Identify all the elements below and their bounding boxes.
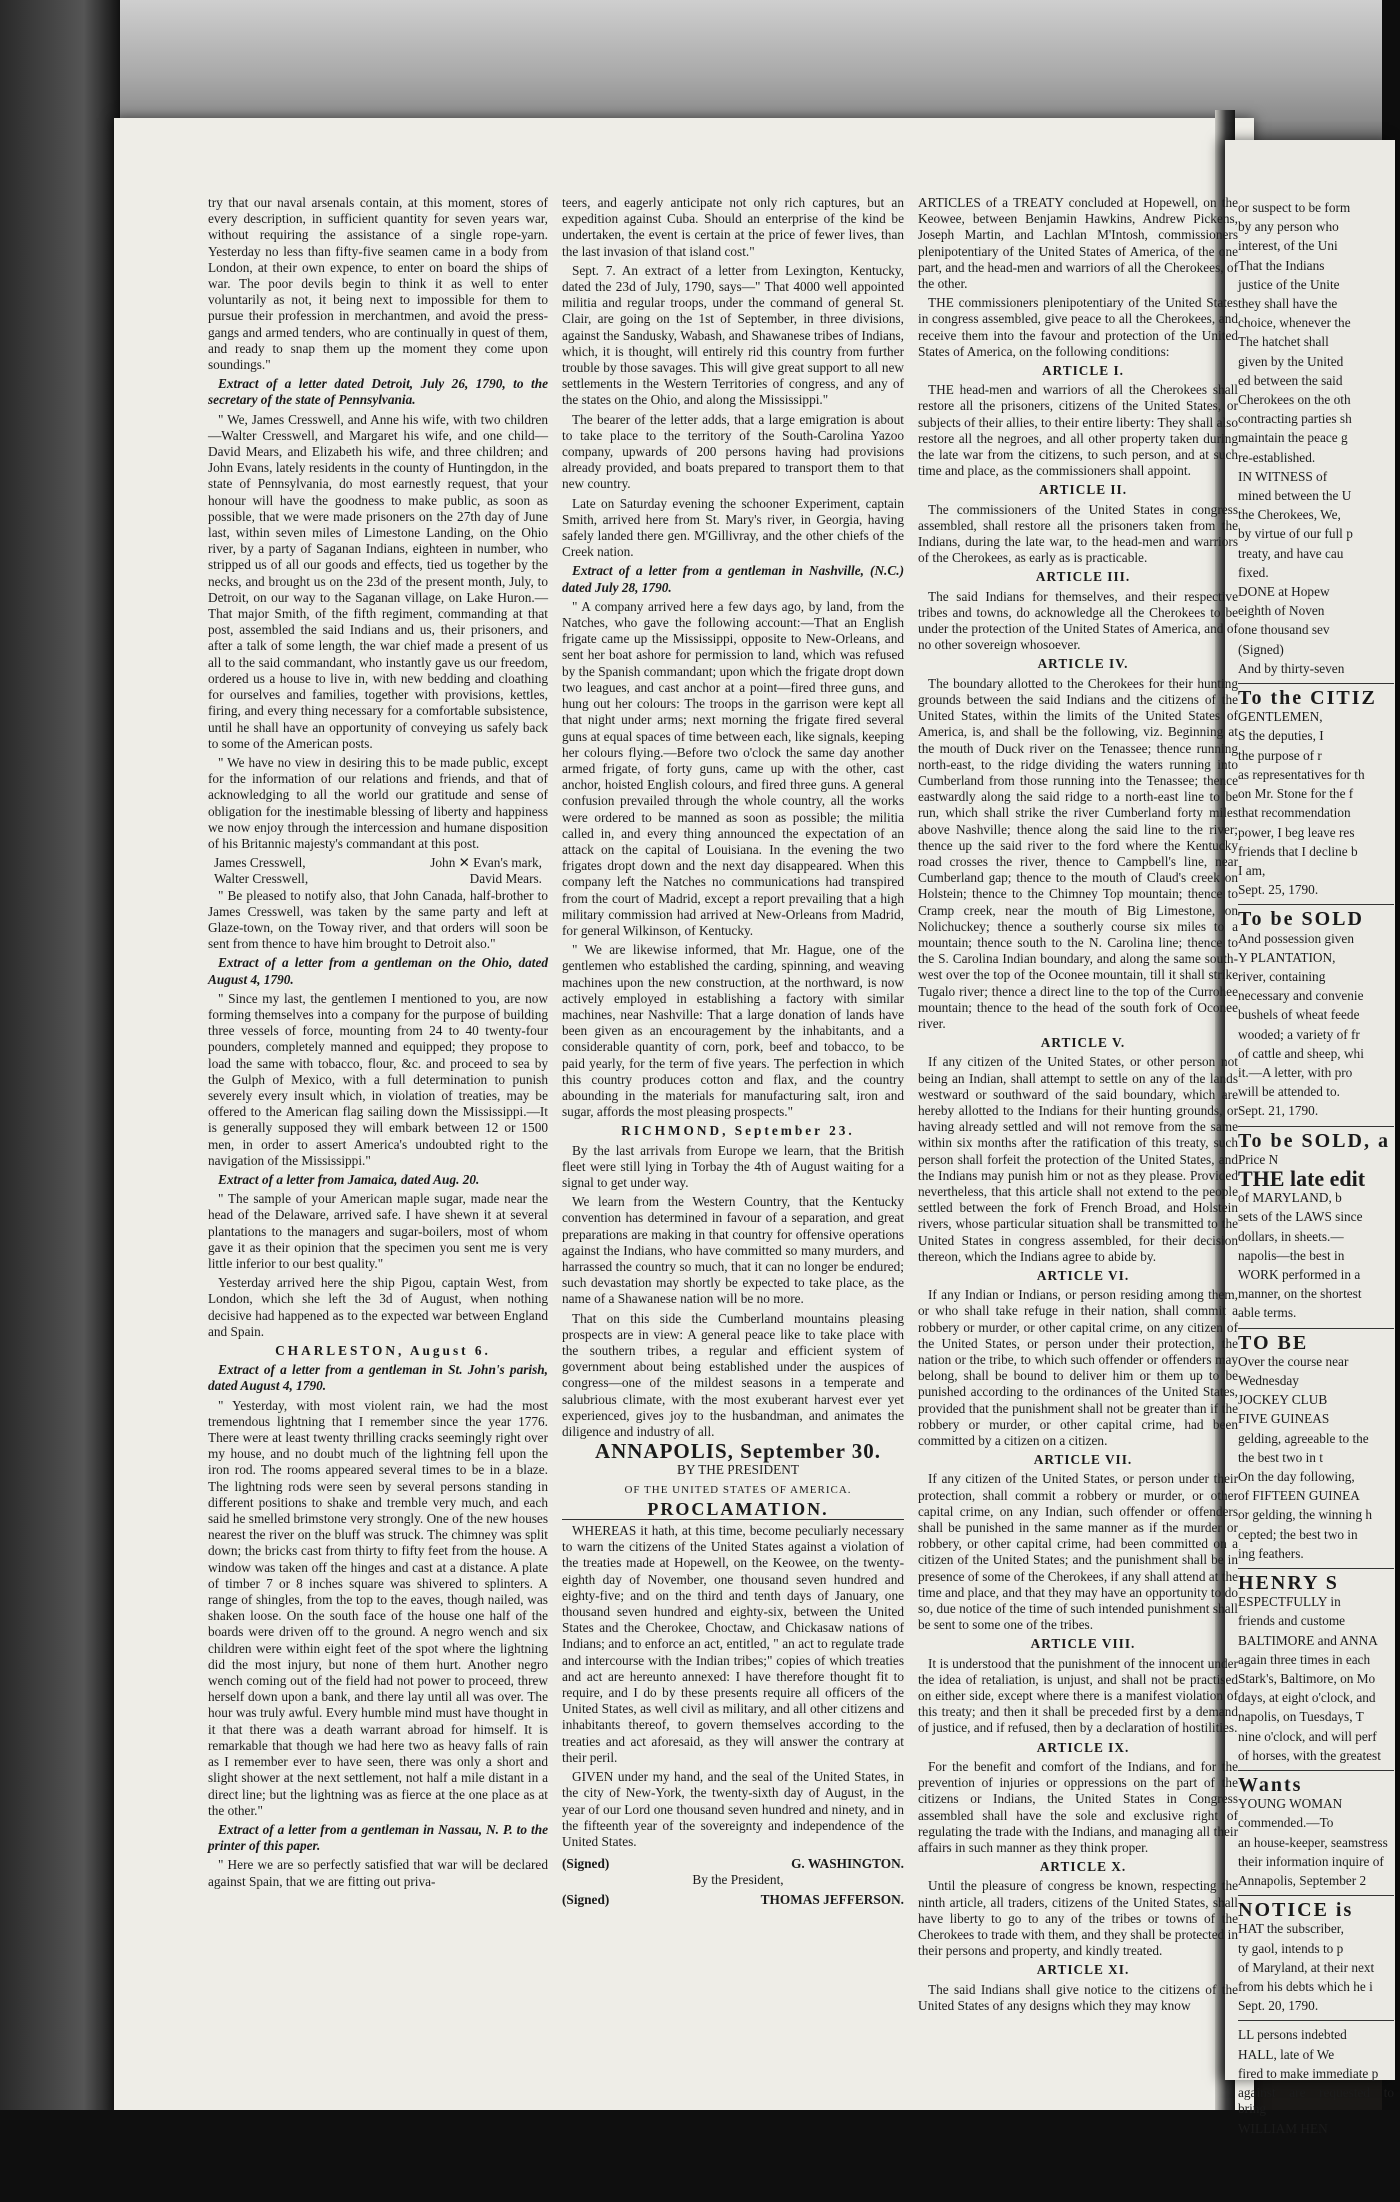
scan-bottom-border bbox=[0, 2110, 1400, 2202]
text-line: Wednesday bbox=[1238, 1372, 1299, 1388]
paragraph: We learn from the Western Country, that the Kentucky convention has determined in favour of a separation, and great preparations are making in that country for offensive operations against the Indians, who have committed so many murders, and harrassed the country so much, that it can no longer be endured; such devastation may shortly be expected to take place, as the name of a Shawanese nation will be no more. bbox=[562, 1194, 904, 1307]
article-heading: ARTICLE IV. bbox=[1037, 656, 1129, 672]
text-line: Sept. 21, 1790. bbox=[1238, 1103, 1319, 1119]
text-line: the Cherokees, We, bbox=[1238, 507, 1341, 523]
text-line: friends that I decline b bbox=[1238, 843, 1358, 859]
by-the-president: BY THE PRESIDENT bbox=[677, 1462, 799, 1478]
dateline: CHARLESTON, August 6. bbox=[275, 1343, 491, 1359]
text-line: Annapolis, September 2 bbox=[1238, 1873, 1367, 1889]
signature: G. WASHINGTON. bbox=[791, 1856, 904, 1872]
divider bbox=[1238, 904, 1394, 905]
text-line: WORK performed in a bbox=[1238, 1266, 1361, 1282]
paragraph: try that our naval arsenals contain, at this moment, stores of every description, in sufficient quantity for seven years war, without requiring the assistance of a single rope-yarn. Yesterday no less than fifty-five seamen came in a body from London, at their own expence, to enter on board the ships of war. The poor devils begin to think it as well to enter voluntarily as not, it being next to impossible for them to pursue their profession in merchantmen, and avoid the press-gangs and armed tenders, who are continually in quest of them, and ready to snap them up the moment they come upon soundings." bbox=[208, 195, 548, 373]
text-line: Price N bbox=[1238, 1151, 1279, 1167]
text-line: DONE at Hopew bbox=[1238, 584, 1330, 600]
article-heading: ARTICLE VII. bbox=[1033, 1452, 1133, 1468]
text-line: river, containing bbox=[1238, 968, 1326, 984]
text-line: of horses, with the greatest bbox=[1238, 1747, 1381, 1763]
text-line: or suspect to be form bbox=[1238, 200, 1351, 215]
text-line: contracting parties sh bbox=[1238, 411, 1352, 427]
text-line: maintain the peace g bbox=[1238, 430, 1348, 446]
text-line: friends and custome bbox=[1238, 1613, 1346, 1629]
letter-heading: Extract of a letter from a gentleman in Nassau, N. P. to the printer of this paper. bbox=[208, 1821, 548, 1854]
letter-heading: Extract of a letter from a gentleman on the Ohio, dated August 4, 1790. bbox=[208, 955, 548, 987]
text-line: sets of the LAWS since bbox=[1238, 1209, 1363, 1225]
text-line: mined between the U bbox=[1238, 488, 1352, 504]
text-line: LL persons indebted bbox=[1238, 2027, 1347, 2043]
divider bbox=[1238, 1126, 1394, 1127]
text-line: manner, on the shortest bbox=[1238, 1286, 1362, 1302]
text-line: And by thirty-seven bbox=[1238, 660, 1345, 676]
ad-heading: NOTICE is bbox=[1238, 1899, 1354, 1922]
text-line: given by the United bbox=[1238, 353, 1344, 369]
paragraph: The said Indians shall give notice to the citizens of the United States of any designs which they may know bbox=[918, 1981, 1238, 2013]
signature: Walter Cresswell, bbox=[214, 871, 309, 887]
text-line: Stark's, Baltimore, on Mo bbox=[1238, 1671, 1376, 1687]
text-line: WILLIAM HEN bbox=[1238, 2120, 1328, 2136]
text-line: ing feathers. bbox=[1238, 1545, 1304, 1561]
text-line: power, I beg leave res bbox=[1238, 824, 1355, 840]
text-line: justice of the Unite bbox=[1238, 276, 1340, 292]
text-line: gelding, agreeable to the bbox=[1238, 1430, 1369, 1446]
letter-heading: Extract of a letter from a gentleman in St. John's parish, dated August 4, 1790. bbox=[208, 1362, 548, 1394]
text-line: fixed. bbox=[1238, 564, 1269, 580]
ad-heading: THE late edit bbox=[1238, 1165, 1366, 1191]
text-line: Cherokees on the oth bbox=[1238, 392, 1351, 408]
paragraph: " A company arrived here a few days ago, by land, from the Natches, who gave the following account:—That an English frigate came up the Mississippi, opposite to New-Orleans, and sent her boat ashore for permission to land, which was refused by the Spanish commandant; upon which the frigate dropt down two leagues, and cast anchor at a point—fired three guns, and hung out her colours: The troops in the garrison were kept all that night under arms; next morning the frigate fired several guns at equal spaces of time between each, like signals, keeping her colours flying.—Before two o'clock the same day another armed frigate, of forty guns, came up with the other, cast anchor, hoisted English colours, and fired three guns. A general confusion prevailed through the whole country, all the works were ordered to be manned as soon as possible; the militia called in, and every thing announced the expectation of an attack on the capital of Louisiana. In the evening the two frigates dropt down and the next day disappeared. When this company left the Natches no communications had transpired from the court of Madrid, except a report prevailing that a high military commission had arrived at New-Orleans from Madrid, for general Wilkinson, of Kentucky. bbox=[562, 598, 904, 938]
article-heading: ARTICLE VI. bbox=[1036, 1268, 1130, 1283]
text-line: Sept. 25, 1790. bbox=[1238, 882, 1319, 898]
paragraph: If any citizen of the United States, or person under their protection, shall commit a robbery or murder, or other capital crime, on any Indian, such offender or offenders shall be punished in the same manner as if the murder or robbery, or other capital crime, had been committed on a citizen of the United States; and the punishment shall be in presence of some of the Cherokees, if any shall attend at the time and place, and that they may have an opportunity to do so, due notice of the time of such intended punishment shall be sent to some one of the tribes. bbox=[918, 1471, 1238, 1633]
paragraph: Late on Saturday evening the schooner Experiment, captain Smith, arrived here from St. Mary's river, in Georgia, having safely landed there gen. M'Gillivray, and the other chiefs of the Creek nation. bbox=[562, 495, 904, 560]
text-line: eighth of Noven bbox=[1238, 603, 1325, 619]
divider bbox=[1238, 1328, 1394, 1329]
text-line: Over the course near bbox=[1238, 1353, 1349, 1369]
paragraph: If any citizen of the United States, or other person not being an Indian, shall attempt to settle on any of the lands westward or southward of the said boundary, which are hereby allotted to the Indians for their hunting grounds, or having already settled and will not remove from the same within six months after the ratification of this treaty, such person shall forfeit the protection of the United States, and the Indians may punish him or not as they please. Provided nevertheless, that this article shall not extend to the people settled between the fork of French Broad, and Holstein rivers, whose particular situation shall be transmitted to the United States in congress assembled, for their decision thereon, which the Indians agree to abide by. bbox=[918, 1054, 1238, 1264]
paragraph: Until the pleasure of congress be known, respecting the ninth article, all traders, citizens of the United States, shall have liberty to go to any of the tribes or towns of the Cherokees to trade with them, and they shall be protected in their persons and property, and kindly treated. bbox=[918, 1878, 1238, 1959]
article-heading: ARTICLE IX. bbox=[1036, 1739, 1130, 1755]
text-line: from his debts which he i bbox=[1238, 1979, 1373, 1995]
text-line: of MARYLAND, b bbox=[1238, 1190, 1342, 1206]
text-line: it.—A letter, with pro bbox=[1238, 1064, 1353, 1080]
text-line: or gelding, the winning h bbox=[1238, 1507, 1373, 1523]
text-line: by virtue of our full p bbox=[1238, 526, 1353, 542]
text-line: days, at eight o'clock, and bbox=[1238, 1690, 1376, 1706]
dateline: RICHMOND, September 23. bbox=[621, 1123, 855, 1139]
paragraph: THE commissioners plenipotentiary of the United States in congress assembled, give peace to all the Cherokees, and receive them into the favour and protection of the United States of America, on the following conditions: bbox=[918, 295, 1238, 359]
paragraph: The commissioners of the United States in congress assembled, shall restore all the prisoners taken from the Indians, during the late war, to the head-men and warriors of the Cherokees, as early as is practicable. bbox=[918, 501, 1238, 566]
paragraph: " Be pleased to notify also, that John Canada, half-brother to James Cresswell, was taken by the same party and left at Glaze-town, on the Toway river, and that orders will soon be sent from thence to have him brought to Detroit also." bbox=[208, 887, 548, 952]
article-heading: ARTICLE III. bbox=[1035, 569, 1131, 585]
ad-heading: HENRY S bbox=[1238, 1572, 1339, 1595]
text-line: napolis, on Tuesdays, T bbox=[1238, 1709, 1364, 1725]
text-line: that recommendation bbox=[1238, 805, 1351, 821]
paragraph: By the last arrivals from Europe we learn, that the British fleet were still lying in Torbay the 4th of August waiting for a signal to get under way. bbox=[562, 1142, 904, 1190]
paragraph: WHEREAS it hath, at this time, become peculiarly necessary to warn the citizens of the United States against a violation of the treaties made at Hopewell, on the Keowee, on the twenty-eighth day of November, one thousand seven hundred and eighty-five; and on the third and tenth days of January, one thousand seven hundred and eighty-six, between the United States and the Cherokee, Choctaw, and Chickasaw nations of Indians; and to enforce an act, entitled, " an act to regulate trade and intercourse with the Indian tribes;" copies of which treaties and act are hereunto annexed: I have therefore thought fit to require, and I do by these presents require all officers of the United States, as well civil as military, and all other citizens and inhabitants thereof, to govern themselves according to the treaties and act aforesaid, as they will answer the contrary at their peril. bbox=[562, 1523, 904, 1765]
paragraph: Yesterday arrived here the ship Pigou, captain West, from London, which she left the 3d of August, when nothing decisive had happened as to the expected war between England and Spain. bbox=[208, 1275, 548, 1339]
text-line: I am, bbox=[1238, 862, 1266, 878]
text-line: On the day following, bbox=[1238, 1469, 1355, 1484]
signed-label: (Signed) bbox=[562, 1891, 610, 1907]
article-heading: ARTICLE VIII. bbox=[1030, 1636, 1136, 1652]
signatures-row-2 bbox=[214, 871, 542, 887]
article-heading: ARTICLE I. bbox=[1042, 363, 1124, 379]
divider bbox=[1238, 1568, 1394, 1569]
text-line: again three times in each bbox=[1238, 1651, 1371, 1667]
ad-heading: Wants bbox=[1238, 1774, 1303, 1797]
signature: THOMAS JEFFERSON. bbox=[760, 1891, 904, 1907]
signature: John ✕ Evan's mark, bbox=[430, 855, 542, 871]
text-line: choice, whenever the bbox=[1238, 315, 1351, 331]
text-line: necessary and convenie bbox=[1238, 988, 1364, 1004]
text-line: as representatives for th bbox=[1238, 766, 1365, 782]
paragraph: GIVEN under my hand, and the seal of the United States, in the city of New-York, the twenty-sixth day of August, in the year of our Lord one thousand seven hundred and ninety, and in the fifteenth year of the sovereignty and independence of the United States. bbox=[562, 1769, 904, 1849]
ad-heading: To the CITIZ bbox=[1238, 687, 1377, 710]
column-1 bbox=[208, 195, 548, 1950]
proclamation-title: PROCLAMATION. bbox=[562, 1501, 904, 1520]
column-4-partial bbox=[1238, 200, 1394, 2136]
text-line: of Maryland, at their next bbox=[1238, 1959, 1375, 1975]
signature-washington bbox=[562, 1856, 904, 1872]
by-the-president-line: By the President, bbox=[692, 1872, 784, 1888]
paragraph: " The sample of your American maple sugar, made near the head of the Delaware, arrived safe. I have shewn it at several plantations to the managers and sugar-boilers, most of whom gave it as their opinion that the specimen you sent me is very little inferior to our best quality." bbox=[208, 1191, 548, 1271]
text-line: wooded; a variety of fr bbox=[1238, 1026, 1360, 1042]
paragraph: " We have no view in desiring this to be made public, except for the information of our relations and friends, and that of acknowledging to all the world our gratitude and sense of obligation for the inestimable blessing of liberty and happiness we now enjoy through the intercession and humane disposition of his Britannic majesty's commandant at this post. bbox=[208, 754, 548, 851]
text-line: The hatchet shall bbox=[1238, 334, 1329, 350]
letter-heading: Extract of a letter from a gentleman in Nashville, (N.C.) dated July 28, 1790. bbox=[562, 563, 904, 595]
text-line: JOCKEY CLUB bbox=[1238, 1392, 1328, 1408]
paragraph: The boundary allotted to the Cherokees for their hunting grounds between the said Indians and the citizens of the United States, within the limits of the United States of America, is, and shall be the following, viz. Beginning at the mouth of Duck river on the Tenassee; thence running north-east, to the ridge dividing the waters running into Cumberland from those running into the Tenassee; thence eastwardly along the said ridge to a north-east line to be run, which shall strike the river Cumberland forty miles above Nashville; thence along the said line to the river; thence up the said river to the ford where the Kentucky road crosses the river, thence to Campbell's line, near Cumberland gap; thence to the mouth of Claud's creek on Holstein; thence to the Chimney Top mountain; thence to Cramp creek, near the mouth of Big Limestone, on Nolichuckey; thence a southerly course six miles to a mountain; thence south to the N. Carolina line; thence to the S. Carolina Indian boundary, and along the same south-west over the top of the Oconee mountain, till it shall strike Tugalo river; thence a direct line to the top of the Currohee mountain; thence to the head of the south fork of Oconee river. bbox=[918, 675, 1238, 1031]
paragraph: The said Indians for themselves, and their respective tribes and towns, do acknowledge all the Cherokees to be under the protection of the United States of America, and of no other sovereign whosoever. bbox=[918, 588, 1238, 653]
text-line: on Mr. Stone for the f bbox=[1238, 786, 1354, 802]
article-heading: ARTICLE II. bbox=[1038, 482, 1128, 498]
text-line: they shall have the bbox=[1238, 296, 1338, 312]
paragraph: The bearer of the letter adds, that a large emigration is about to take place to the territory of the South-Carolina Yazoo company, upwards of 200 persons having had provisions already provided, and boats prepared to transport them to that new country. bbox=[562, 411, 904, 492]
text-line: fired to make immediate p bbox=[1238, 2065, 1379, 2081]
text-line: napolis—the best in bbox=[1238, 1247, 1345, 1263]
paragraph: " We are likewise informed, that Mr. Hague, one of the gentlemen who established the carding, spinning, and weaving machines upon the new construction, at the northward, is now actively employed in establishing a factory with similar machines, near Nashville: That a large donation of lands have been given as an encouragement by the inhabitants, and a considerable quantity of corn, pork, beef and tobacco, to be paid yearly, for the term of five years. The perfection in which this country produces cotton and flax, and the country abounding in the materials for manufacturing salt, iron and sugar, affords the most pleasing prospects." bbox=[562, 942, 904, 1120]
signature: James Cresswell, bbox=[214, 855, 306, 871]
text-line: an house-keeper, seamstress bbox=[1238, 1834, 1388, 1850]
article-heading: ARTICLE X. bbox=[1039, 1859, 1127, 1875]
text-line: commended.—To bbox=[1238, 1815, 1334, 1831]
signature-jefferson bbox=[562, 1892, 904, 1908]
text-line: able terms. bbox=[1238, 1305, 1297, 1321]
text-line: FIVE GUINEAS bbox=[1238, 1411, 1330, 1427]
text-line: That the Indians bbox=[1238, 257, 1325, 273]
paragraph: For the benefit and comfort of the Indians, and for the prevention of injuries or oppressions on the part of the citizens or Indians, the United States in Congress assembled shall have the sole and exclusive right of regulating the trade with the Indians, and managing all their affairs in such manner as they think proper. bbox=[918, 1758, 1238, 1855]
text-line: BALTIMORE and ANNA bbox=[1238, 1632, 1378, 1648]
text-line: against are requested to bring bbox=[1238, 2085, 1394, 2117]
text-line: re-established. bbox=[1238, 449, 1316, 465]
annapolis-dateline: ANNAPOLIS, September 30. bbox=[594, 1439, 882, 1464]
text-line: by any person who bbox=[1238, 219, 1339, 235]
divider bbox=[1238, 1895, 1394, 1896]
paragraph: " Here we are so perfectly satisfied that war will be declared against Spain, that we are fitting out priva- bbox=[208, 1857, 548, 1889]
signatures-row-1 bbox=[214, 855, 542, 871]
text-line: IN WITNESS of bbox=[1238, 468, 1328, 484]
text-line: of FIFTEEN GUINEA bbox=[1238, 1488, 1360, 1504]
paragraph: teers, and eagerly anticipate not only rich captures, but an expedition against Cuba. Should an enterprise of the kind be undertaken, the event is certain at the price of fewer lives, than the last invasion of that island cost." bbox=[562, 195, 904, 259]
ad-heading: To be SOLD bbox=[1238, 908, 1364, 931]
column-3 bbox=[918, 195, 1238, 2013]
text-line: ty gaol, intends to p bbox=[1238, 1940, 1344, 1956]
text-line: HAT the subscriber, bbox=[1238, 1921, 1344, 1937]
divider bbox=[1238, 1770, 1394, 1771]
text-line: the purpose of r bbox=[1238, 747, 1322, 763]
text-line: ed between the said bbox=[1238, 372, 1343, 388]
text-line: interest, of the Uni bbox=[1238, 238, 1338, 254]
signature: David Mears. bbox=[469, 871, 542, 887]
text-line: one thousand sev bbox=[1238, 622, 1330, 638]
text-line: dollars, in sheets.— bbox=[1238, 1228, 1344, 1244]
article-heading: ARTICLE XI. bbox=[1036, 1962, 1130, 1978]
text-line: the best two in t bbox=[1238, 1449, 1323, 1465]
text-line: YOUNG WOMAN bbox=[1238, 1796, 1343, 1812]
text-line: their information inquire of bbox=[1238, 1853, 1384, 1869]
paragraph: If any Indian or Indians, or person residing among them, or who shall take refuge in their nation, shall commit a robbery or murder, or other capital crime, on any citizen of the United States, or person under their protection, the nation or the tribe, to which such offender or offenders may belong, shall be bound to deliver him or them up to be punished according to the ordinances of the United States, provided that the punishment shall not be greater than if the robbery or murder, or other capital crime, had been committed by a citizen on a citizen. bbox=[918, 1287, 1238, 1449]
paragraph: That on this side the Cumberland mountains pleasing prospects are in view: A general peace like to take place with the southern tribes, a regular and efficient system of government about being established under the auspices of congress—one of the mildest seasons in a temperate and salubrious climate, with the most exuberant harvest ever yet experienced, gives joy to the husbandman, and animates the diligence and industry of all. bbox=[562, 1310, 904, 1440]
paragraph: " Yesterday, with most violent rain, we had the most tremendous lightning that I remember since the year 1776. There were at least twenty thrilling cracks seemingly right over my house, and no doubt much of the lightning fell upon the iron rod. The rooms appeared several times to be in a blaze. The lightning rods were seen by several persons standing in different positions to shake and tremble very much, and each said he smelled brimstone very strongly. One of the new houses nearest the river on the bluff was struck. The chimney was split down; the bricks cast from thirty to fifty feet from the house. A window was taken off the hinges and cast at a distance. A plate of timber 7 or 8 inches square was shivered to splinters. A range of shingles, from the top to the eaves, though nailed, was shaken loose. On the south face of the house one half of the boards were driven off to the ground. A negro wench and six children were within eight feet of the spot where the lightning did the most injury, but none of them hurt. Another negro wench coming out of the field had not power to proceed, threw herself down upon a bank, and there lay until all was over. The hour was truly awful. Every humble mind must have thought in it that there was a death warrant abroad for himself. It is remarkable that though we had here two as heavy falls of rain as I remember ever to have seen, there was only a short and slight shower at the next settlement, not half a mile distant in a direct line; but the lightning was as fierce at the one place as at the other." bbox=[208, 1397, 548, 1818]
paragraph: Sept. 7. An extract of a letter from Lexington, Kentucky, dated the 23d of July, 1790, says—" That 4000 well appointed militia and regular troops, under the command of general St. Clair, are going on the 1st of September, in three divisions, against the Sandusky, Wabash, and Shawanese tribes of Indians, which, it is thought, will entirely rid this country from further trouble by those savages. This will give great support to all new settlements in the Western Territories of congress, and any of the states on the Ohio, and along the Mississippi." bbox=[562, 262, 904, 408]
text-line: treaty, and have cau bbox=[1238, 545, 1344, 561]
paragraph: ARTICLES of a TREATY concluded at Hopewell, on the Keowee, between Benjamin Hawkins, Andrew Pickens, Joseph Martin, and Lachlan M'Intosh, commissioners plenipotentiary of the United States of America, of the one part, and the head-men and warriors of all the Cherokees, of the other. bbox=[918, 195, 1238, 292]
ad-heading: To be SOLD, a bbox=[1238, 1129, 1390, 1152]
text-line: HALL, late of We bbox=[1238, 2046, 1335, 2062]
text-line: Sept. 20, 1790. bbox=[1238, 1998, 1319, 2014]
divider bbox=[1238, 2020, 1394, 2021]
text-line: Y PLANTATION, bbox=[1238, 949, 1336, 965]
of-united-states: OF THE UNITED STATES OF AMERICA. bbox=[624, 1483, 852, 1496]
text-line: ESPECTFULLY in bbox=[1238, 1594, 1341, 1610]
text-line: S the deputies, I bbox=[1238, 728, 1324, 744]
text-line: cepted; the best two in bbox=[1238, 1526, 1358, 1542]
signed-label: (Signed) bbox=[562, 1856, 610, 1872]
text-line: will be attended to. bbox=[1238, 1084, 1340, 1100]
letter-heading: Extract of a letter dated Detroit, July 26, 1790, to the secretary of the state of Pennsylvania. bbox=[208, 376, 548, 408]
text-line: bushels of wheat feede bbox=[1238, 1007, 1360, 1023]
paragraph: THE head-men and warriors of all the Cherokees shall restore all the prisoners, citizens of the United States, or subjects of their allies, to their entire liberty: They shall also restore all the negroes, and all other property taken during the late war from the citizens, to such person, and at such time and place, as the commissioners shall appoint. bbox=[918, 382, 1238, 479]
text-line: And possession given bbox=[1238, 930, 1354, 946]
text-line: nine o'clock, and will perf bbox=[1238, 1728, 1377, 1744]
paragraph: " Since my last, the gentlemen I mentioned to you, are now forming themselves into a company for the purpose of building three vessels of force, mounting from 24 to 40 twenty-four pounders, completely manned and equipped; they propose to load the same with tobacco, flour, &c. and proceed to sea by the Gulph of Mexico, with a full determination to punish severely every insult which, in violation of treaties, may be offered to the American flag sailing down the Mississippi.—It is generally supposed they will embark between 12 or 1500 men, in order to assert America's undoubted right to the navigation of the Mississippi." bbox=[208, 990, 548, 1168]
letter-heading: Extract of a letter from Jamaica, dated Aug. 20. bbox=[218, 1171, 480, 1187]
article-heading: ARTICLE V. bbox=[1040, 1035, 1126, 1051]
text-line: GENTLEMEN, bbox=[1238, 709, 1323, 725]
paragraph: " We, James Cresswell, and Anne his wife, with two children—Walter Cresswell, and Margaret his wife, and one child—David Mears, and Elizabeth his wife, and three children; and John Evans, lately residents in the county of Huntingdon, in the state of Pennsylvania, do most earnestly request, that your honour will have the goodness to make public, as soon as possible, that we were made prisoners on the 27th day of June last, within seven miles of Limestone Landing, on the Ohio river, by a party of Saganan Indians, eighteen in number, who stripped us of all our goods and effects, tied us together by the necks, and brought us on the 23d of the present month, July, to Detroit, on our way to the Saganan village, on Lake Huron.—That major Smith, of the fifth regiment, commanding at that post, assembled the said Indians and us, their prisoners, and after a talk of some length, the war chief made a present of us all to the said commandant, who instantly gave us our freedom, ordered us a house to live in, with new bedding and cloathing for ourselves and families, together with provisions, kettles, firing, and every thing necessary for a comfortable subsistence, until he shall have an opportunity of conveying us safely back to some of the American posts. bbox=[208, 411, 548, 751]
text-line: of cattle and sheep, whi bbox=[1238, 1045, 1364, 1061]
scan-left-border bbox=[0, 0, 120, 2202]
ad-heading: TO BE bbox=[1238, 1331, 1309, 1354]
divider bbox=[1238, 683, 1394, 684]
paragraph: It is understood that the punishment of the innocent under the idea of retaliation, is unjust, and shall not be practised on either side, except where there is a manifest violation of this treaty; and then it shall be preceded first by a demand of justice, and if refused, then by a declaration of hostilities. bbox=[918, 1655, 1238, 1736]
column-2 bbox=[562, 195, 904, 1950]
text-line: (Signed) bbox=[1238, 641, 1284, 657]
